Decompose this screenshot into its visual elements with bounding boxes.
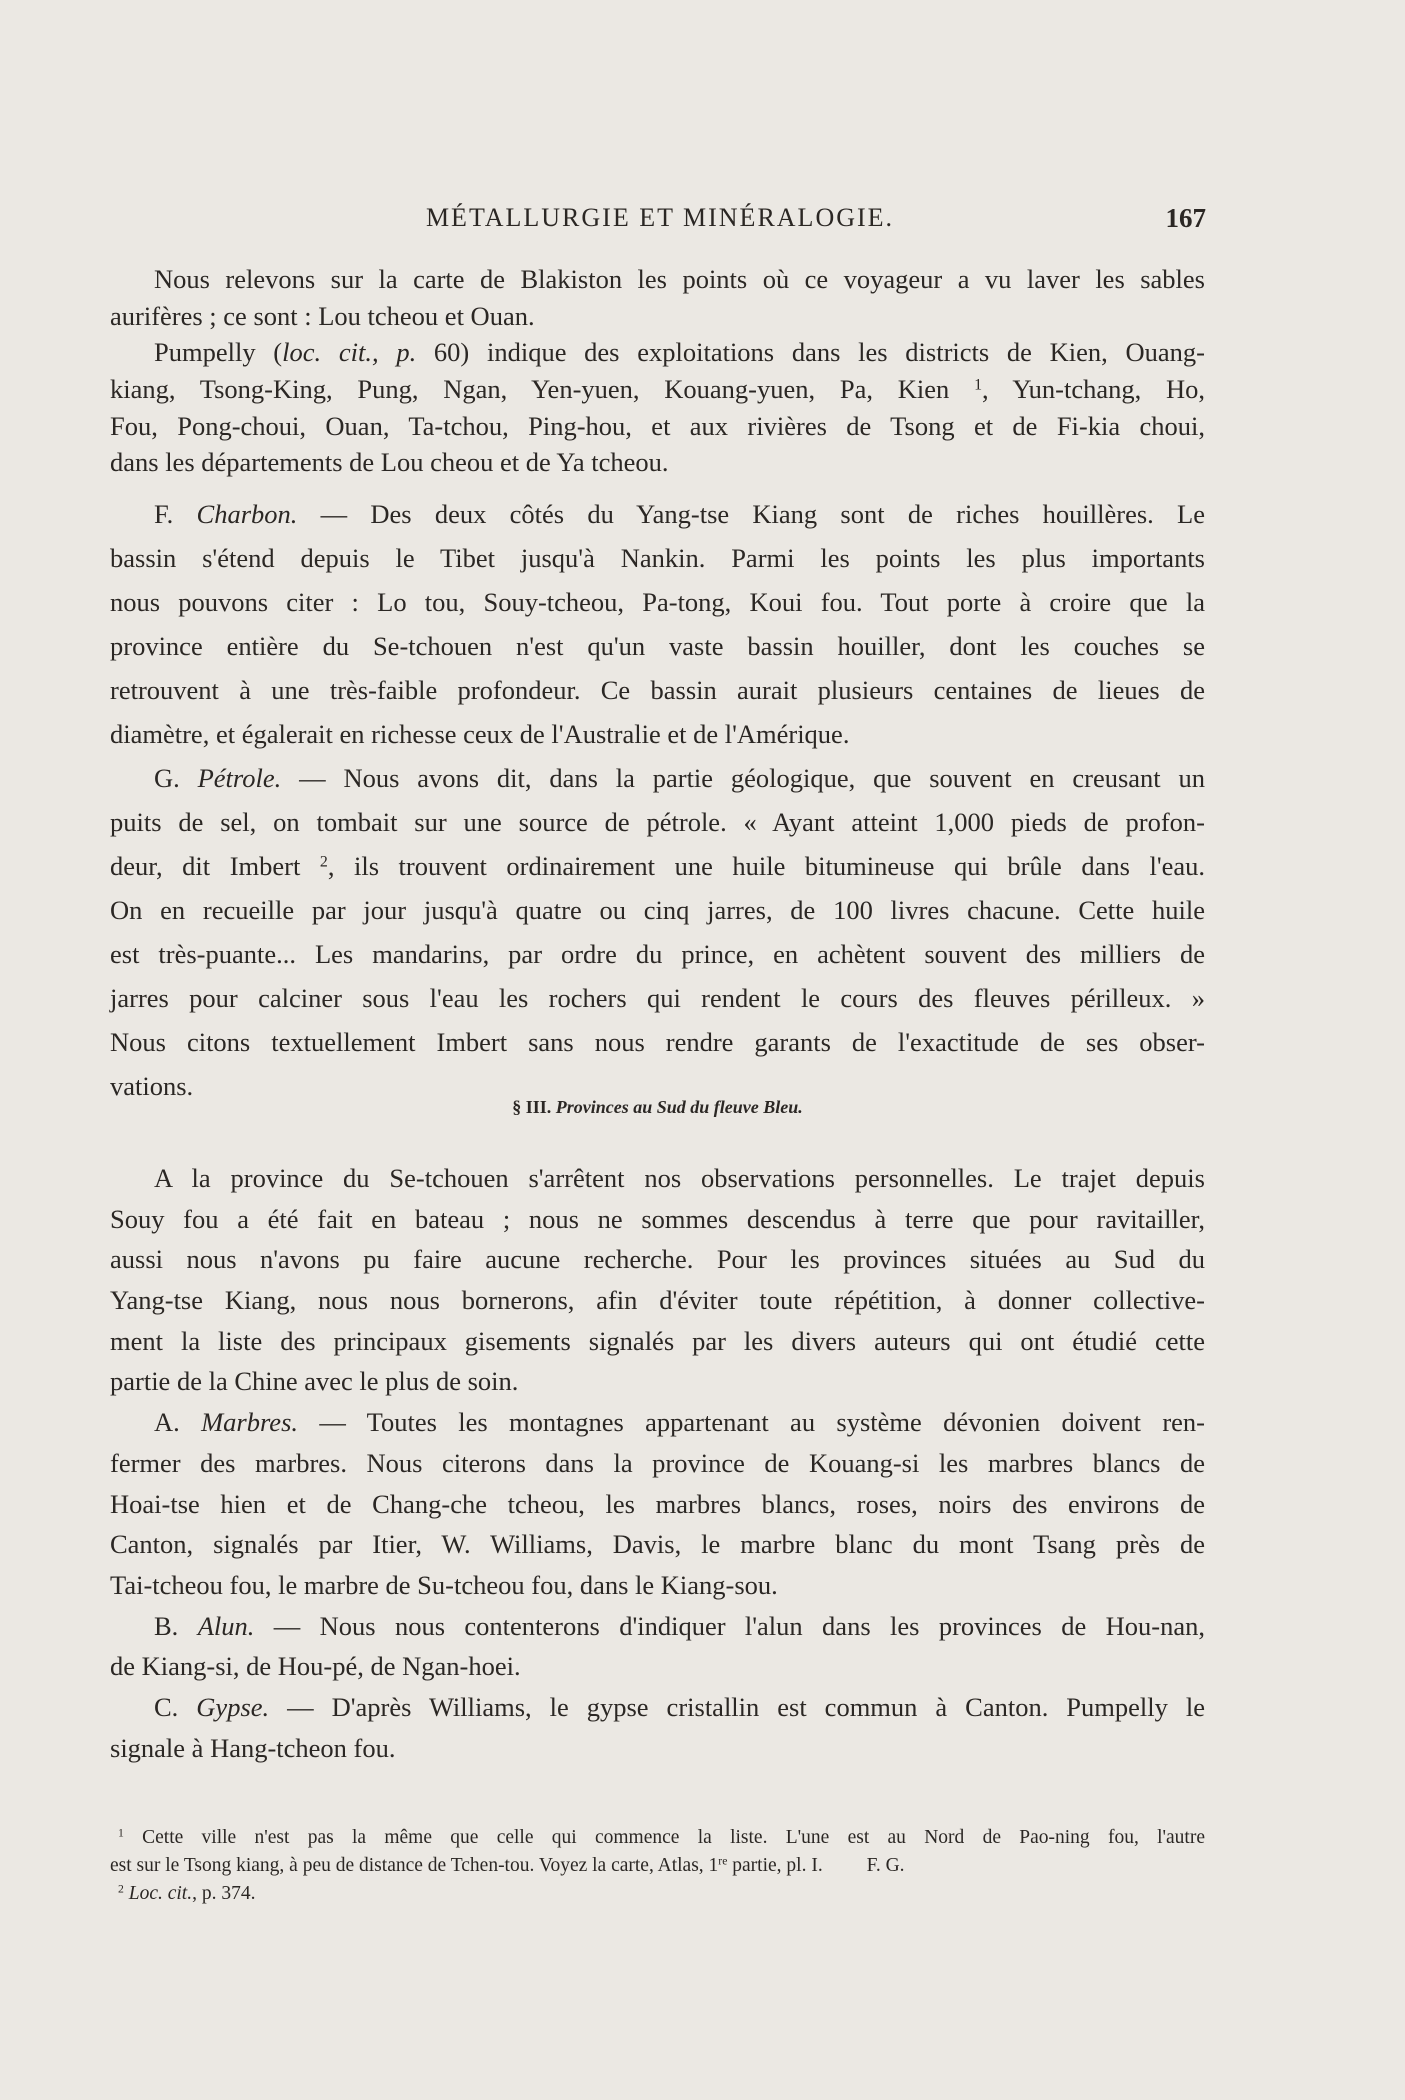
italic-text: Loc. cit. [128, 1883, 193, 1904]
footnotes [110, 1824, 1205, 1908]
text-run: Souy fou a été fait en bateau ; nous ne sommes descendus à terre que pour ravitailler, [110, 1203, 1205, 1234]
text-block-charbon-petrole [110, 492, 1205, 1108]
text-run: jarres pour calciner sous l'eau les rochers qui rendent le cours des fleuves périlleux. » [110, 983, 1205, 1013]
text-line [110, 1443, 1205, 1484]
text-line [110, 932, 1205, 976]
text-run: Tai-tcheou fou, le marbre de Su-tcheou fou, dans le Kiang-sou. [110, 1569, 778, 1600]
text-run: A. [154, 1407, 202, 1438]
text-run: ment la liste des principaux gisements signalés par les divers auteurs qui ont étudié cette [110, 1325, 1205, 1356]
text-run: de Kiang-si, de Hou-pé, de Ngan-hoei. [110, 1651, 521, 1682]
text-line [110, 624, 1205, 668]
text-run: Nous citons textuellement Imbert sans nous rendre garants de l'exactitude de ses obser- [110, 1027, 1205, 1057]
text-line [110, 1484, 1205, 1525]
text-run: C. [154, 1691, 197, 1722]
text-run: — Nous avons dit, dans la partie géologique, que souvent en creusant un [281, 763, 1205, 793]
text-run: dans les départements de Lou cheou et de Ya tcheou. [110, 447, 669, 478]
text-line [110, 1321, 1205, 1362]
text-run: B. [154, 1610, 198, 1641]
italic-text: Gypse. [196, 1691, 270, 1722]
italic-text: Charbon. [196, 499, 298, 529]
text-line [110, 1199, 1205, 1240]
text-line [110, 536, 1205, 580]
text-run: nous pouvons citer : Lo tou, Souy-tcheou, Pa-tong, Koui fou. Tout porte à croire que la [110, 587, 1205, 617]
text-line [110, 1606, 1205, 1647]
footnote-ref: 2 [118, 1882, 124, 1896]
italic-text: Marbres. [201, 1407, 299, 1438]
text-line [110, 334, 1205, 371]
text-run: — Nous nous contenterons d'indiquer l'alun dans les provinces de Hou-nan, [254, 1610, 1205, 1641]
text-line [110, 1524, 1205, 1565]
text-line [110, 580, 1205, 624]
text-run: — D'après Williams, le gypse cristallin est commun à Canton. Pumpelly le [269, 1691, 1205, 1722]
text-run: signale à Hang-tcheon fou. [110, 1732, 396, 1763]
text-line [110, 888, 1205, 932]
running-head: MÉTALLURGIE ET MINÉRALOGIE. [425, 203, 895, 232]
footnote-ref: re [718, 1854, 728, 1868]
text-run: — Des deux côtés du Yang-tse Kiang sont de riches houillères. Le [297, 499, 1206, 529]
text-run: vations. [110, 1071, 194, 1101]
text-line [110, 261, 1205, 298]
text-line [110, 1239, 1205, 1280]
text-run: A la province du Se-tchouen s'arrêtent nos observations personnelles. Le trajet depuis [154, 1163, 1205, 1193]
text-run: , ils trouvent ordinairement une huile bitumineuse qui brûle dans l'eau. [327, 851, 1205, 881]
text-line [110, 1687, 1205, 1728]
text-line [110, 492, 1205, 536]
text-line [110, 1728, 1205, 1769]
text-line [110, 1158, 1205, 1199]
text-block-gold [110, 261, 1205, 481]
text-line [110, 408, 1205, 445]
italic-text: Pétrole. [197, 763, 282, 793]
text-line [110, 1402, 1205, 1443]
text-line [110, 1565, 1205, 1606]
text-line [110, 371, 1205, 408]
text-run: , Yun-tchang, Ho, [982, 374, 1205, 405]
footnote-line [110, 1852, 1205, 1880]
text-run: province entière du Se-tchouen n'est qu'un vaste bassin houiller, dont les couches se [110, 631, 1205, 661]
text-run: G. [154, 763, 198, 793]
text-run: retrouvent à une très-faible profondeur. Ce bassin aurait plusieurs centaines de lieues de [110, 675, 1205, 705]
text-run: aussi nous n'avons pu faire aucune recherche. Pour les provinces situées au Sud du [110, 1244, 1205, 1275]
text-run: — Toutes les montagnes appartenant au système dévonien doivent ren- [298, 1407, 1205, 1438]
footnote-ref: 1 [118, 1826, 124, 1840]
text-run: kiang, Tsong-King, Pung, Ngan, Yen-yuen, Kouang-yuen, Pa, Kien [110, 374, 975, 405]
text-run: On en recueille par jour jusqu'à quatre ou cinq jarres, de 100 livres chacune. Cette huile [110, 895, 1205, 925]
text-line [110, 800, 1205, 844]
italic-text: loc. cit., p. [282, 337, 417, 368]
text-line [110, 844, 1205, 888]
text-line [110, 1646, 1205, 1687]
section-number: § III. [512, 1097, 556, 1117]
text-run: Yang-tse Kiang, nous nous bornerons, afin d'éviter toute répétition, à donner collective- [110, 1285, 1205, 1316]
footnote-line [110, 1880, 1205, 1908]
text-run: partie, pl. I. F. G. [727, 1855, 905, 1876]
text-run: fermer des marbres. Nous citerons dans la province de Kouang-si les marbres blancs de [110, 1447, 1205, 1478]
text-run: est sur le Tsong kiang, à peu de distance de Tchen-tou. Voyez la carte, Atlas, 1 [110, 1855, 719, 1876]
section-heading [110, 1097, 1205, 1118]
text-run: Hoai-tse hien et de Chang-che tcheou, les marbres blancs, roses, noirs des environs de [110, 1488, 1205, 1519]
text-line [110, 298, 1205, 335]
text-run: Fou, Pong-choui, Ouan, Ta-tchou, Ping-hou, et aux rivières de Tsong et de Fi-kia choui, [110, 410, 1205, 441]
text-run: Canton, signalés par Itier, W. Williams, Davis, le marbre blanc du mont Tsang près de [110, 1529, 1205, 1560]
text-block-provinces-sud [110, 1158, 1205, 1768]
page-number: 167 [1165, 203, 1206, 233]
text-line [110, 712, 1205, 756]
text-run: Cette ville n'est pas la même que celle qui commence la liste. L'une est au Nord de Pao-ning fou, l'autre [123, 1827, 1205, 1848]
footnote-ref: 1 [974, 376, 983, 394]
text-run: aurifères ; ce sont : Lou tcheou et Ouan. [110, 300, 535, 331]
text-line [110, 1020, 1205, 1064]
text-run: puits de sel, on tombait sur une source de pétrole. « Ayant atteint 1,000 pieds de profon- [110, 807, 1205, 837]
text-run: est très-puante... Les mandarins, par ordre du prince, en achètent souvent des milliers de [110, 939, 1205, 969]
text-line [110, 976, 1205, 1020]
section-title: Provinces au Sud du fleuve Bleu. [555, 1097, 803, 1117]
footnote-line [110, 1824, 1205, 1852]
text-run: deur, dit Imbert [110, 851, 320, 881]
italic-text: Alun. [197, 1610, 255, 1641]
text-run: Nous relevons sur la carte de Blakiston les points où ce voyageur a vu laver les sables [154, 264, 1205, 294]
text-run: , p. 374. [192, 1883, 256, 1904]
text-line [110, 1361, 1205, 1402]
footnote-ref: 2 [319, 853, 328, 871]
text-line [110, 444, 1205, 481]
text-line [110, 1280, 1205, 1321]
text-run: F. [154, 499, 197, 529]
text-run: Pumpelly ( [154, 337, 283, 368]
text-run: bassin s'étend depuis le Tibet jusqu'à Nankin. Parmi les points les plus importants [110, 543, 1205, 573]
text-run: 60) indique des exploitations dans les districts de Kien, Ouang- [416, 337, 1205, 368]
text-run: diamètre, et égalerait en richesse ceux de l'Australie et de l'Amérique. [110, 719, 850, 749]
text-line [110, 756, 1205, 800]
text-line [110, 668, 1205, 712]
text-run: partie de la Chine avec le plus de soin. [110, 1366, 519, 1397]
